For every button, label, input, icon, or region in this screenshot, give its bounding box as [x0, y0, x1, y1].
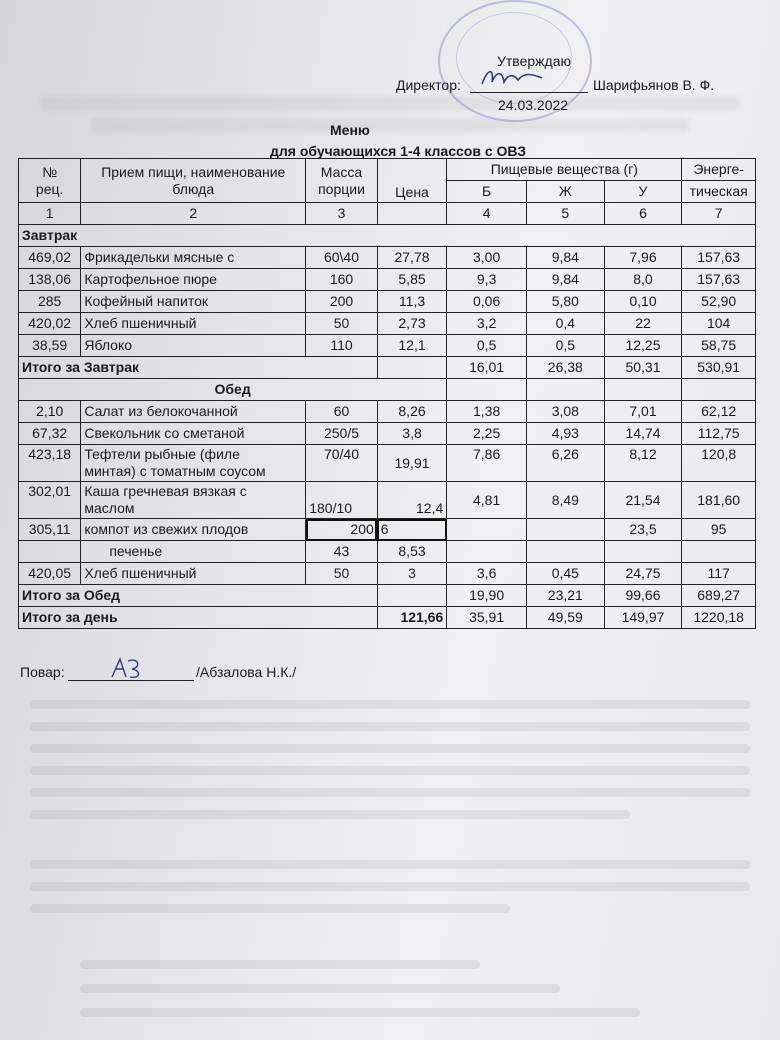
breakfast-label: Завтрак: [19, 225, 756, 247]
header-fat: Ж: [526, 181, 604, 203]
director-label: Директор:: [396, 77, 461, 93]
bleed-through-text: [80, 960, 480, 969]
bleed-through-text: [90, 118, 690, 132]
breakfast-section-row: [19, 225, 756, 247]
document-subtitle: для обучающихся 1-4 классов с ОВЗ: [270, 143, 527, 159]
cook-name: /Абзалова Н.К./: [196, 664, 297, 680]
cook-label: Повар:: [20, 664, 65, 680]
lunch-rows: [19, 401, 756, 445]
approve-label: Утверждаю: [497, 53, 571, 69]
lunch-total-row: Итого за Обед 19,90 23,21 99,66 689,27: [19, 585, 756, 607]
header-recipe-no: № рец.: [19, 159, 81, 203]
header-energy-bottom: тическая: [682, 181, 756, 203]
bleed-through-text: [30, 766, 750, 775]
table-row: 305,11 компот из свежих плодов 200 6 23,5 95: [19, 519, 756, 541]
header-nutrients: Пищевые вещества (г): [447, 159, 682, 181]
bleed-through-text: [30, 700, 750, 709]
bleed-through-text: [30, 882, 750, 891]
header-energy-top: Энерге-: [682, 159, 756, 181]
director-signature: [478, 62, 548, 92]
bleed-through-text: [80, 1008, 640, 1017]
table-row: 67,32 Свекольник со сметаной 250/5 3,8 2,25 4,93 14,74 112,75: [19, 423, 756, 445]
header-protein: Б: [447, 181, 527, 203]
bleed-through-text: [30, 722, 750, 731]
menu-table: [18, 158, 756, 629]
director-signature-line: [470, 92, 588, 93]
document-title: Меню: [330, 122, 370, 138]
header-mass: Масса порции: [306, 159, 378, 203]
table-row: 423,18 Тефтели рыбные (филе минтая) с томатным соусом 70/40 19,91 7,86 6,26 8,12 120,8: [19, 445, 756, 482]
table-row: 420,02 Хлеб пшеничный 50 2,73 3,2 0,4 22 104: [19, 313, 756, 335]
day-total-row: Итого за день 121,66 35,91 49,59 149,97 1220,18: [19, 607, 756, 629]
breakfast-total-row: Итого за Завтрак 16,01 26,38 50,31 530,91: [19, 357, 756, 379]
table-row: печенье 43 8,53: [19, 541, 756, 563]
bleed-through-text: [30, 810, 630, 819]
table-row: 285 Кофейный напиток 200 11,3 0,06 5,80 0,10 52,90: [19, 291, 756, 313]
bleed-through-text: [40, 96, 740, 110]
header-price: Цена: [377, 159, 447, 203]
bleed-through-text: [30, 744, 750, 753]
table-row: 2,10 Салат из белокочанной 60 8,26 1,38 3,08 7,01 62,12: [19, 401, 756, 423]
table-row: 138,06 Картофельное пюре 160 5,85 9,3 9,84 8,0 157,63: [19, 269, 756, 291]
cook-signature: [108, 655, 148, 681]
bleed-through-text: [80, 984, 560, 993]
bleed-through-text: [30, 904, 510, 913]
header-carbs: У: [604, 181, 682, 203]
breakfast-rows: [19, 247, 756, 357]
lunch-label: Обед: [19, 379, 447, 401]
approval-date: 24.03.2022: [498, 97, 569, 113]
bleed-through-text: [30, 860, 750, 869]
lunch-section-row: [19, 379, 756, 401]
table-row: 302,01 Каша гречневая вязкая с маслом 180/10 12,4 4,81 8,49 21,54 181,60: [19, 482, 756, 519]
director-name: Шарифьянов В. Ф.: [593, 77, 715, 93]
bleed-through-text: [30, 788, 750, 797]
header-meal: Прием пищи, наименование блюда: [81, 159, 306, 203]
table-row: 420,05 Хлеб пшеничный 50 3 3,6 0,45 24,75 117: [19, 563, 756, 585]
table-row: 469,02 Фрикадельки мясные с 60\40 27,78 3,00 9,84 7,96 157,63: [19, 247, 756, 269]
column-number-row: 1 2 3 4 5 6 7: [19, 203, 756, 225]
table-row: 38,59 Яблоко 110 12,1 0,5 0,5 12,25 58,75: [19, 335, 756, 357]
